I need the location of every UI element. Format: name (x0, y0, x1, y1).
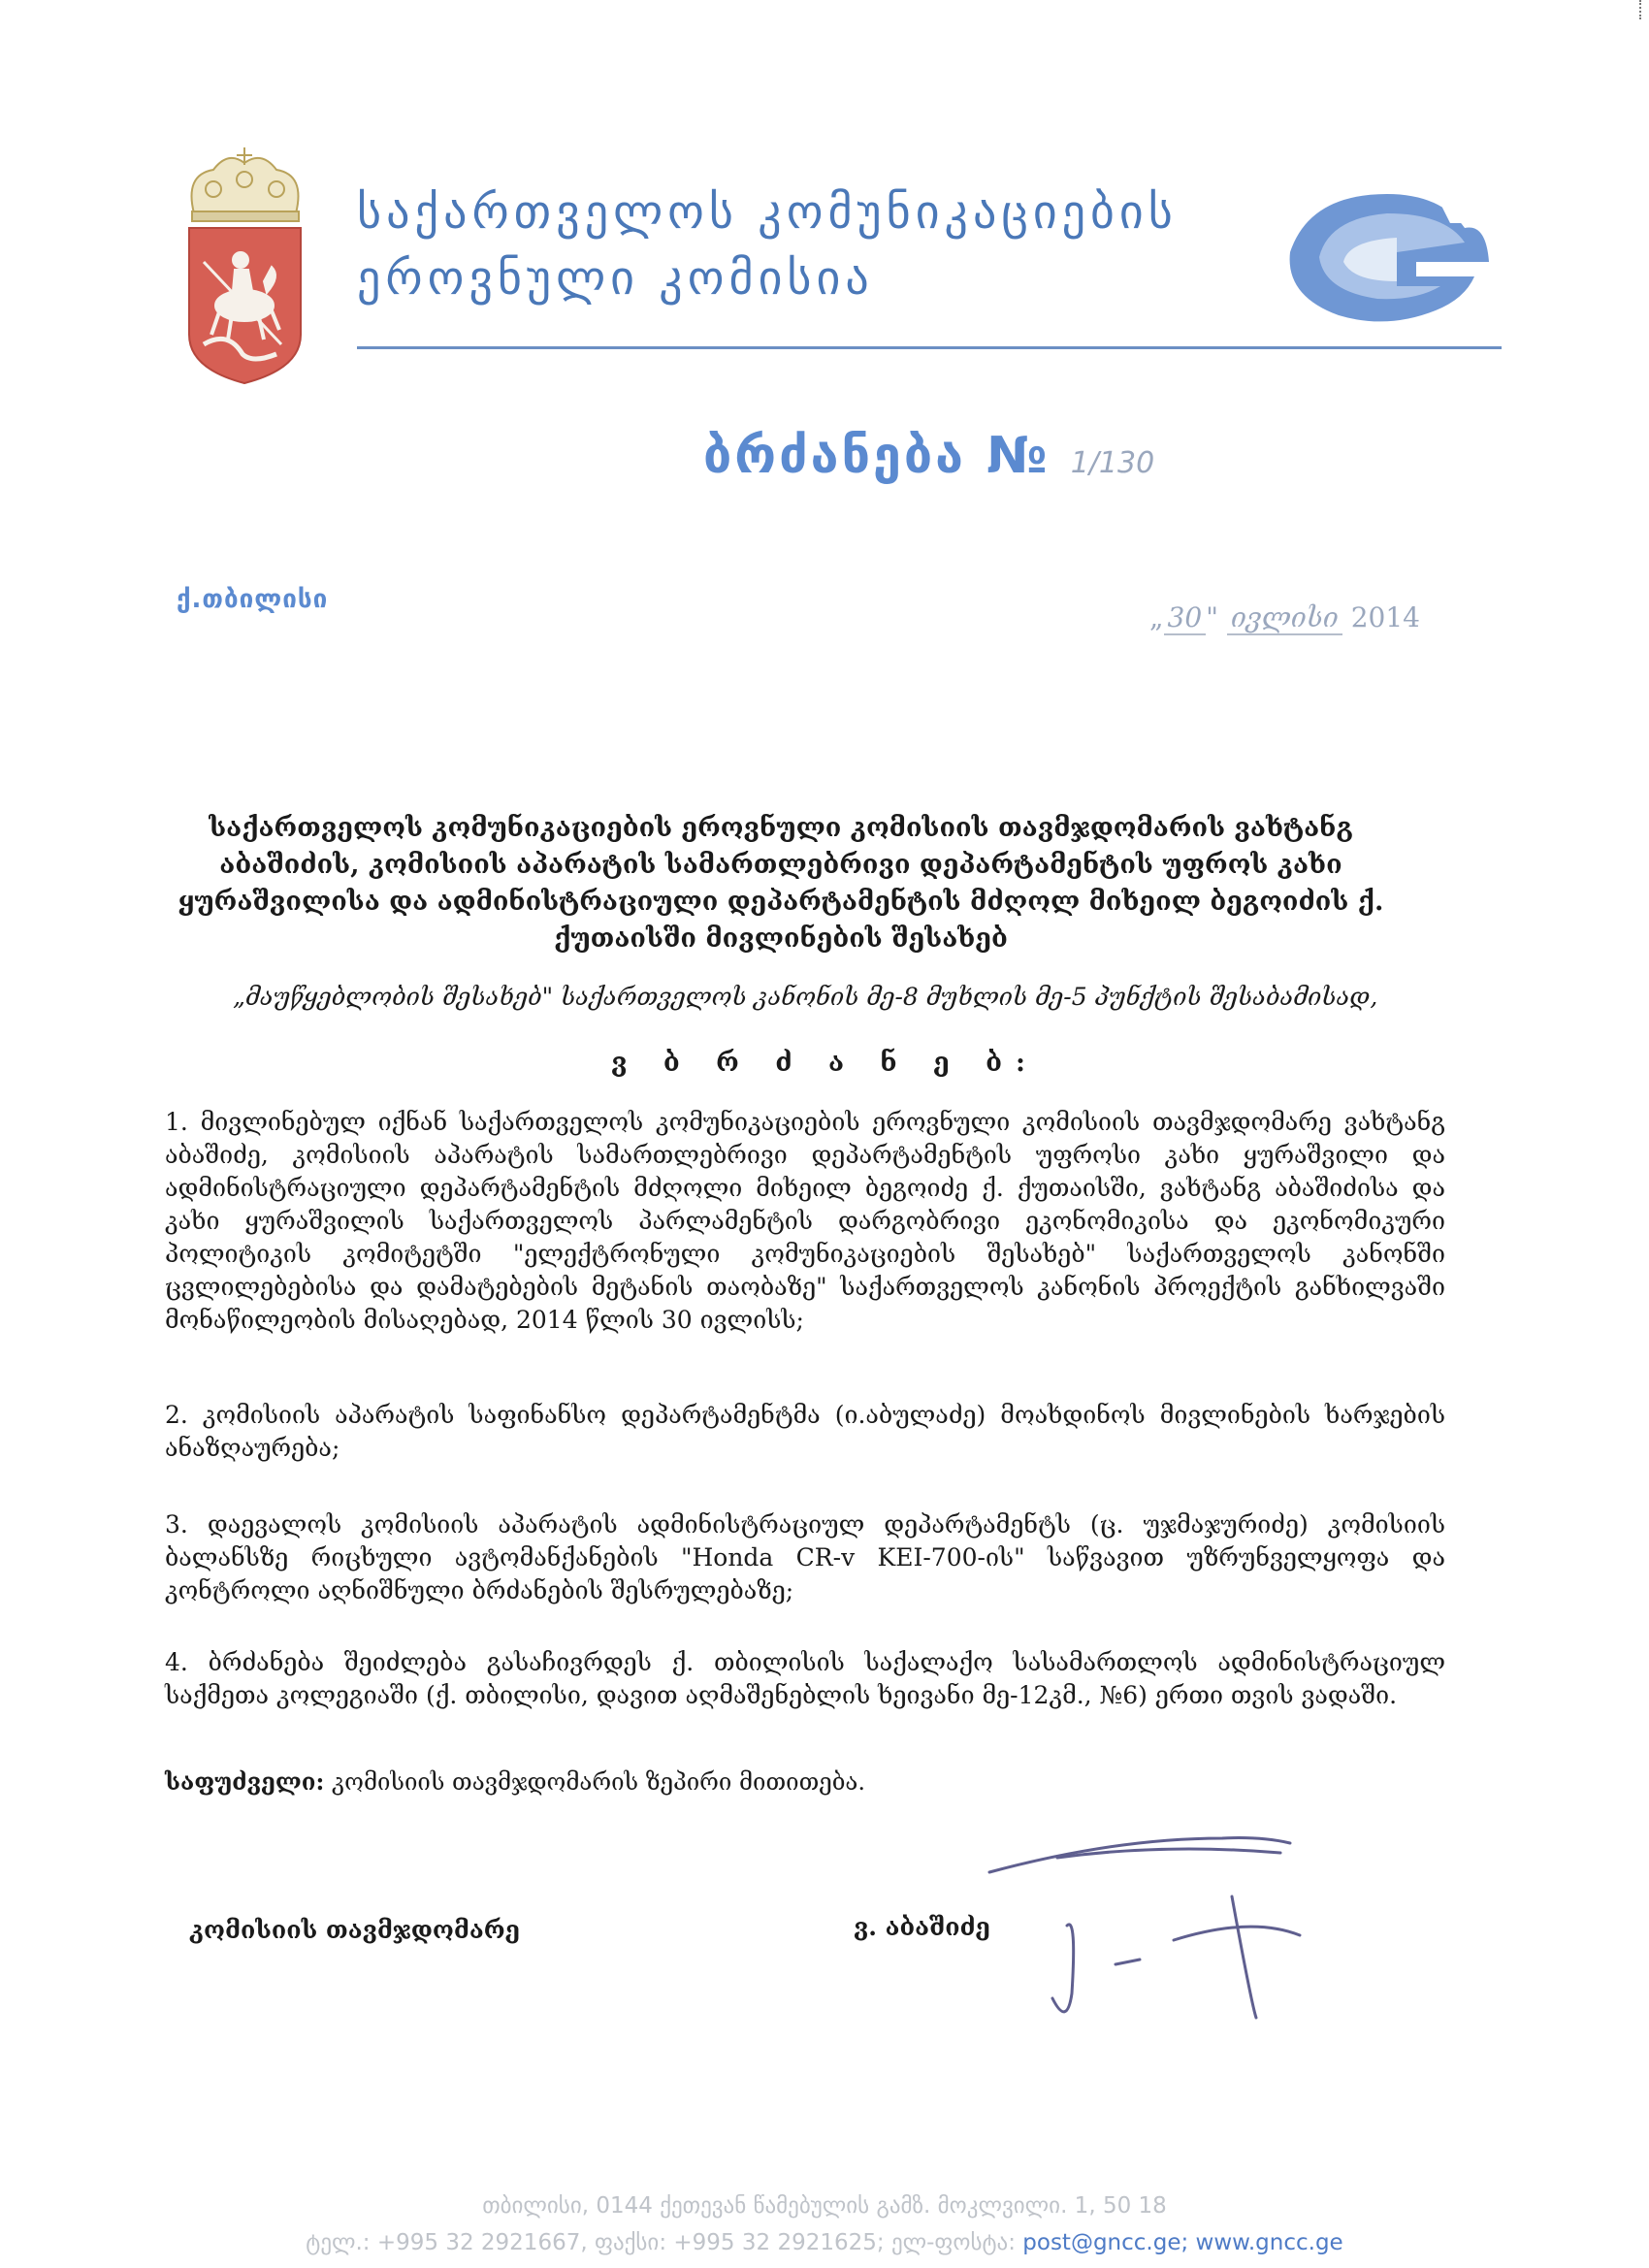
date-year: 2014 (1350, 601, 1420, 633)
foundation-text: კომისიის თავმჯდომარის ზეპირი მითითება. (332, 1768, 866, 1796)
footer-contacts (155, 2187, 1494, 2261)
order-number: 1/130 (1070, 446, 1155, 480)
order-paragraph-2: 2. კომისიის აპარატის საფინანსო დეპარტამენტმა (ი.აბულაძე) მოახდინოს მივლინების ხარჯების ანაზღაურება; (165, 1401, 1445, 1462)
signatory-title: კომისიის თავმჯდომარე (189, 1916, 521, 1944)
order-paragraph-1: 1. მივლინებულ იქნან საქართველოს კომუნიკაციების ეროვნული კომისიის თავმჯდომარე ვახტანგ აბაშიძე, კომისიის აპარატის სამართლებრივი დეპარტამენტის უფროსი კახი ყურაშვილი და ადმინისტრაციული დეპარტამენტის მძღოლი მიხეილ ბეგოიძე ქ. ქუთაისში, ვახტანგ აბაშიძისა და კახი ყურაშვილის საქართველოს პარლამენტის დარგობრივი ეკონომიკისა და ეკონომიკური პოლიტიკის კომიტეტში "ელექტრონული კომუნიკაციების შესახებ" საქართველოს კანონში ცვლილებებისა და დამატებების მეტანის თაობაზე" საქართველოს კანონის პროექტის განხილვაში მონაწილეობის მისაღებად, 2014 წლის 30 ივლისს; (165, 1108, 1445, 1334)
foundation-note (165, 1767, 1135, 1796)
order-paragraph-4: 4. ბრძანება შეიძლება გასაჩივრდეს ქ. თბილისის საქალაქო სასამართლოს ადმინისტრაციულ საქმეთა კოლეგიაში (ქ. თბილისი, დავით აღმაშენებლის ხეივანი მე-12კმ., №6) ერთი თვის ვადაში. (165, 1648, 1445, 1709)
header-divider (357, 346, 1502, 349)
issue-date: „ 30 " ივლისი 2014 (1149, 601, 1420, 633)
organization-name (357, 179, 1269, 311)
order-paragraph-3: 3. დაევალოს კომისიის აპარატის ადმინისტრაციულ დეპარტამენტს (ც. უჯმაჯურიძე) კომისიის ბალანსზე რიცხული ავტომანქანების "Honda CR-v KEI-700-ის" საწვავით უზრუნველყოფა და კონტროლი აღნიშნული ბრძანების შესრულებაზე; (165, 1510, 1445, 1604)
orders-heading: ვ ბ რ ძ ა ნ ე ბ: (611, 1048, 1039, 1078)
date-month: ივლისი (1227, 601, 1342, 635)
footer-address: თბილისი, 0144 ქეთევან წამებულის გამზ. მოკლვილი. 1, 50 18 (482, 2193, 1167, 2219)
order-subject: საქართველოს კომუნიკაციების ეროვნული კომისიის თავმჯდომარის ვახტანგ აბაშიძის, კომისიის აპარატის სამართლებრივი დეპარტამენტის უფროს კახი ყურაშვილისა და ადმინისტრაციული დეპარტამენტის მძღოლ მიხეილ ბეგოიძის ქ. ქუთაისში მივლინების შესახებ (178, 813, 1384, 954)
signatory-name: ვ. აბაშიძე (854, 1913, 990, 1941)
order-title (703, 427, 1285, 485)
organization-name-line1: საქართველოს კომუნიკაციების (357, 185, 1178, 240)
coat-of-arms-icon (175, 146, 315, 388)
issue-city: ქ.თბილისი (177, 585, 329, 614)
footer-contact-line (155, 2224, 1494, 2261)
date-day: 30 (1164, 601, 1207, 635)
order-title-text: ბრძანება № (703, 427, 1051, 485)
handwritten-signature (970, 1799, 1406, 2032)
footer-email: post@gncc.ge; (1022, 2230, 1189, 2255)
footer-phone: ტელ.: +995 32 2921667, ფაქსი: +995 32 2921625; ელ-ფოსტა: (306, 2230, 1016, 2255)
footer-website: www.gncc.ge (1195, 2230, 1343, 2255)
scan-margin-mark (1639, 0, 1649, 19)
organization-name-line2: ეროვნული კომისია (357, 251, 874, 306)
legal-basis: „მაუწყებლობის შესახებ" საქართველოს კანონის მე-8 მუხლის მე-5 პუნქტის შესაბამისად, (233, 983, 1378, 1011)
gncc-logo-icon (1271, 184, 1504, 330)
foundation-label: საფუძველი: (165, 1767, 325, 1796)
